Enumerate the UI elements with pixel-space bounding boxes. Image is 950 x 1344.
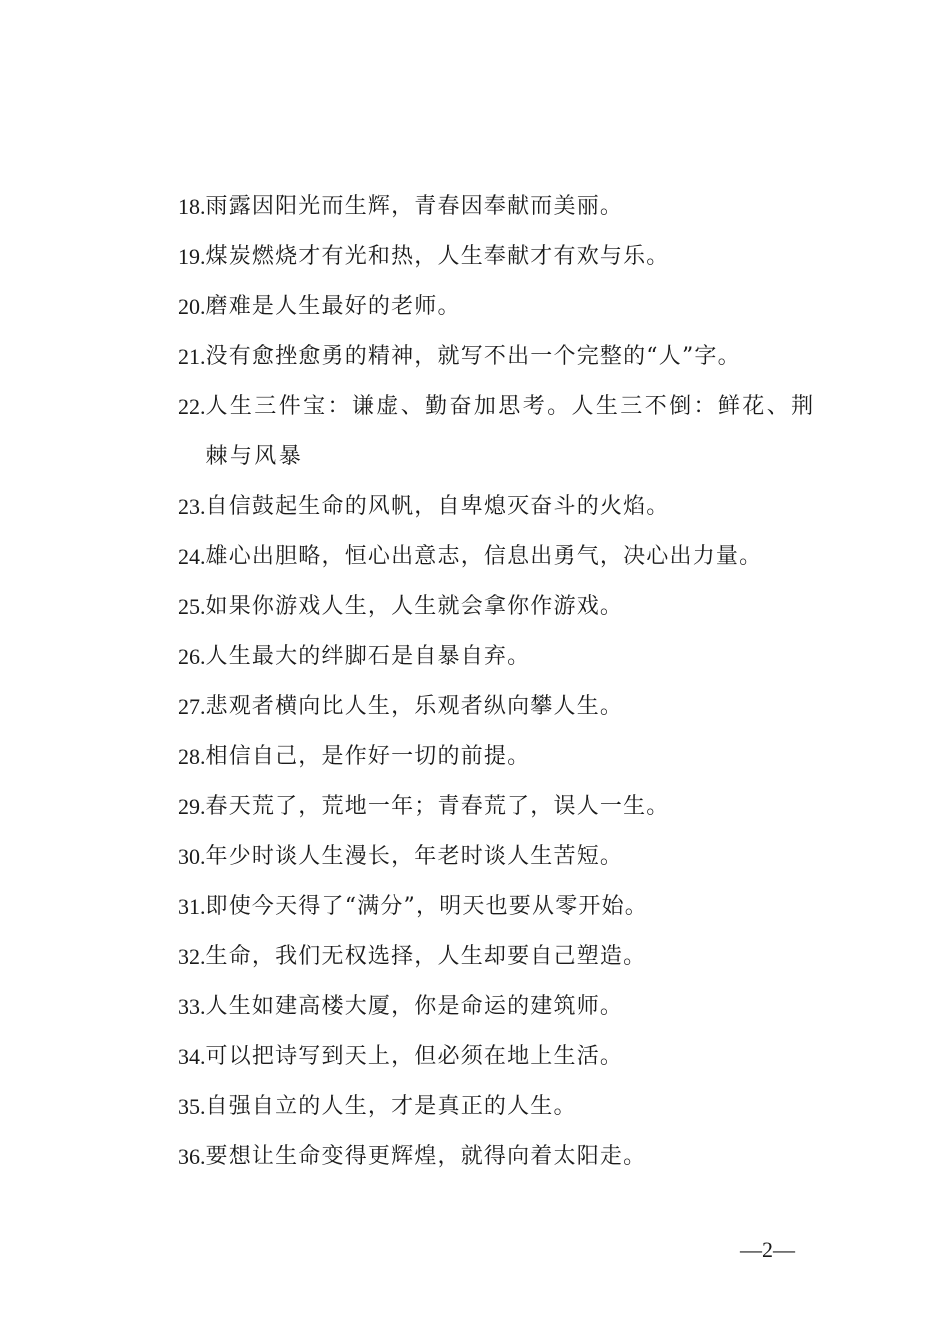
item-number: 25. [178, 594, 206, 619]
item-number: 33. [178, 994, 206, 1019]
item-number: 30. [178, 844, 206, 869]
list-item [178, 382, 838, 482]
item-number: 19. [178, 244, 206, 269]
page-number: —2— [740, 1237, 795, 1262]
list-item [178, 632, 838, 682]
list-item [178, 732, 838, 782]
item-text: 可以把诗写到天上，但必须在地上生活。 [205, 1044, 624, 1069]
item-number: 23. [178, 494, 206, 519]
item-number: 21. [178, 344, 206, 369]
item-text: 生命，我们无权选择，人生却要自己塑造。 [205, 944, 647, 969]
list-item [178, 582, 838, 632]
item-text: 雨露因阳光而生辉，青春因奉献而美丽。 [205, 194, 624, 219]
item-number: 20. [178, 294, 206, 319]
item-text: 磨难是人生最好的老师。 [205, 294, 461, 319]
item-text: 即使今天得了“满分”，明天也要从零开始。 [205, 894, 648, 919]
item-text: 自信鼓起生命的风帆，自卑熄灭奋斗的火焰。 [205, 494, 670, 519]
list-item [178, 832, 838, 882]
list-item [178, 982, 838, 1032]
list-item [178, 1132, 838, 1182]
list-item [178, 182, 838, 232]
list-item [178, 282, 838, 332]
item-number: 36. [178, 1144, 206, 1169]
item-text: 人生三件宝：谦虚、勤奋加思考。人生三不倒：鲜花、荆棘与风暴 [205, 394, 816, 469]
list-item [178, 532, 838, 582]
item-text: 雄心出胆略，恒心出意志，信息出勇气，决心出力量。 [205, 544, 763, 569]
list-item [178, 1032, 838, 1082]
list-item [178, 882, 838, 932]
item-number: 22. [178, 394, 206, 419]
item-number: 31. [178, 894, 206, 919]
item-text: 没有愈挫愈勇的精神，就写不出一个完整的“人”字。 [205, 344, 741, 369]
item-number: 24. [178, 544, 206, 569]
item-text: 如果你游戏人生，人生就会拿你作游戏。 [205, 594, 624, 619]
list-item [178, 1082, 838, 1132]
item-text: 人生如建高楼大厦，你是命运的建筑师。 [205, 994, 624, 1019]
item-text: 要想让生命变得更辉煌，就得向着太阳走。 [205, 1144, 647, 1169]
list-item [178, 682, 838, 732]
item-text: 相信自己，是作好一切的前提。 [205, 744, 531, 769]
item-number: 35. [178, 1094, 206, 1119]
item-number: 32. [178, 944, 206, 969]
list-item [178, 332, 838, 382]
item-text: 煤炭燃烧才有光和热，人生奉献才有欢与乐。 [205, 244, 670, 269]
item-number: 26. [178, 644, 206, 669]
item-text: 悲观者横向比人生，乐观者纵向攀人生。 [205, 694, 624, 719]
item-number: 18. [178, 194, 206, 219]
quote-list [178, 182, 838, 1182]
item-text: 自强自立的人生，才是真正的人生。 [205, 1094, 577, 1119]
item-number: 27. [178, 694, 206, 719]
item-number: 29. [178, 794, 206, 819]
item-text: 人生最大的绊脚石是自暴自弃。 [205, 644, 531, 669]
list-item [178, 482, 838, 532]
list-item [178, 932, 838, 982]
list-item [178, 782, 838, 832]
item-text: 春天荒了，荒地一年；青春荒了，误人一生。 [205, 794, 670, 819]
item-text: 年少时谈人生漫长，年老时谈人生苦短。 [205, 844, 624, 869]
item-number: 34. [178, 1044, 206, 1069]
list-item [178, 232, 838, 282]
item-number: 28. [178, 744, 206, 769]
